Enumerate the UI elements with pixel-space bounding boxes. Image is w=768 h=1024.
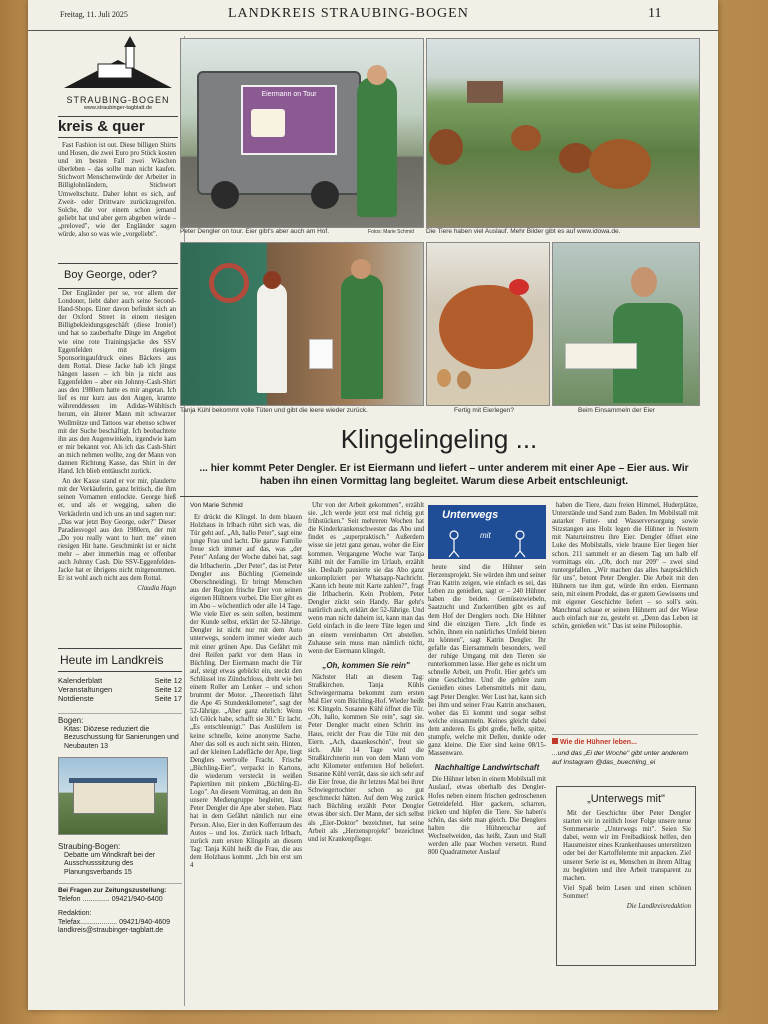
article-column-1 bbox=[190, 514, 302, 872]
paper-bag-icon bbox=[309, 339, 333, 369]
article-headline: Klingelingeling ... bbox=[340, 424, 538, 454]
article-column-4 bbox=[552, 502, 698, 634]
caption-3: Tanja Kühl bekommt volle Tüten und gibt die leere wieder zurück. bbox=[180, 407, 368, 414]
egg-icon bbox=[457, 371, 471, 389]
person-head bbox=[367, 65, 387, 85]
woman-head bbox=[263, 271, 281, 289]
article-column-3 bbox=[428, 564, 546, 859]
chicken-icon bbox=[429, 129, 463, 165]
kreis-quer-column-2 bbox=[58, 290, 176, 593]
article-text: Die Hühner leben in einem Mobilstall mit Auslauf, etwas oberhalb des Dengler-Hofes neben einem frischen gedroschenen Getreidefeld. Hier gackern, scharren, picken und hüpfen die Tiere. Sie haben's schön, das sieht man gleich. Die Denglers halten die Hühnerschar auf Wechselweiden, das heißt, Zaun und Stall werden alle paar Wochen versetzt. Rund 800 Quadratmeter Auslauf bbox=[428, 776, 547, 857]
unterwegs-mit-logo: Unterwegs mit bbox=[428, 505, 546, 559]
man-head bbox=[631, 267, 657, 297]
zustellung-info: Bei Fragen zur Zeitungszustellung: Telefon .............. 09421/940-6400 bbox=[58, 883, 182, 904]
page-header bbox=[28, 0, 718, 31]
unterwegs-box-title: „Unterwegs mit" bbox=[587, 793, 665, 805]
photo-ape-van bbox=[180, 38, 424, 228]
article-text: Uhr von der Arbeit gekommen", erzählt sie. „Ich werde jetzt erst mal richtig gut frühstücken." Seit mehreren Wochen hat die Kinderkrankenschwester das Abo und findet es „superpraktisch." Außerdem wisse sie jetzt ganz genau, woher die Eier kommen. Vergangene Woche war Tanja Kühl mit der Familie im Urlaub, erzählt sie. Deshalb pausierte sie das Abo ganz unkompliziert per Whatsapp-Nachricht. „Kann ich heute mit Karte zahlen?", fragt die Irlbacherin. Kein Problem, Peter Dengler zückt sein Handy. Bar geht's natürlich auch, erklärt der 52-Jährige. Und wenn man nicht daheim ist, kann man das Geld einfach in die leere Tüte legen und an einem vereinbarten Ort abstellen. Zuhause sein muss man nämlich nicht, wenn der Eiermann klingelt. bbox=[308, 502, 424, 655]
divider bbox=[58, 137, 178, 138]
social-text: ...und das „Ei der Woche" gibt unter anderem auf Instagram @das_buechling_ei bbox=[552, 750, 689, 766]
egg-icon bbox=[437, 369, 451, 387]
stick-figures-icon bbox=[428, 505, 546, 559]
kreis-quer-text-3: An der Kasse stand er vor mir, plauderte mit der Verkäuferin, ganz britisch, die ihm seinen Vornamen entlockte. George hieß er, und als er wegging, sahen die Verkäuferin und ich uns an und sagten nur: „Das war jetzt Boy George, oder?" Dieser Paradiesvogel aus den 1980ern, der mit „Do you really want to hurt me" einen riesigen Hit hatte. Geschminkt ist er nicht mehr – aber immerhin mag er offenbar auch Johnny Cash. Die SSV-Eggenfelden-Jacke hat er übrigens nicht mitgenommen. Er ist wohl auch nicht aus dem Rottal. bbox=[58, 478, 176, 583]
divider bbox=[58, 116, 178, 117]
article-column-2 bbox=[308, 502, 424, 846]
heute-entries bbox=[58, 676, 182, 703]
kreis-quer-author: Claudia Hagn bbox=[137, 585, 176, 593]
building-shape bbox=[73, 782, 155, 814]
caption-4: Fertig mit Eierlegen? bbox=[454, 407, 514, 414]
straubing-bogen-logo bbox=[58, 34, 178, 114]
caption-1: Peter Dengler on tour. Eier gibt's aber auch am Hof. bbox=[180, 228, 330, 235]
kreis-quer-subtitle: Boy George, oder? bbox=[64, 269, 157, 281]
photo-collecting-eggs bbox=[552, 242, 700, 406]
sb-teaser: Straubing-Bogen: Debatte um Windkraft bei der Ausschusssitzung des Planungsverbands 15 bbox=[58, 842, 156, 876]
issue-date: Freitag, 11. Juli 2025 bbox=[60, 10, 128, 19]
caption-2: Die Tiere haben viel Auslauf. Mehr Bilder gibt es auf www.idowa.de. bbox=[426, 228, 621, 235]
wheel-icon bbox=[311, 181, 339, 209]
article-text: Nächster Halt an diesem Tag: Straßkirchen. Tanja Kühls Schwiegermama bekommt zum ersten Mal Eier vom Büchling-Hof. Wieder heißt es: Klingeln. Susanne Kühl öffnet die Tür. „Oh, hallo, kommen Sie rein", sagt sie. Peter Dengler macht einen Schritt ins Haus, reicht der Frau die Tüte mit den Eiern. „Ach, daaankeschön", freut sie sich. Alle 14 Tage wird die Straßkirchnerin nun von dem Mann vom acht Kilometer entfernten Hof beliefert. Susanne Kühl verrät, dass sie sich sehr auf die Eier freue, die ihr letztes Mal bei ihrer Schwiegertochter schon so gut geschmeckt hätten. Auf dem Weg zurück nach Büchling erzählt Peter Dengler etwas über sich. Der Mann, der sich selbst als „Eier-Doktor" bezeichnet, hat seine Arbeit als „Herzensprojekt" bezeichnet und ist Krankenpfleger. bbox=[308, 673, 424, 843]
heute-im-landkreis-box bbox=[58, 648, 182, 1010]
van-sign: Eiermann on Tour bbox=[241, 85, 337, 155]
chicken-icon bbox=[511, 125, 541, 151]
woman-figure bbox=[257, 283, 287, 393]
heute-entry: Kalenderblatt Seite 12 bbox=[58, 676, 182, 685]
section-title: LANDKREIS STRAUBING-BOGEN bbox=[228, 6, 469, 21]
bullet-icon bbox=[552, 738, 558, 744]
photo-chickens bbox=[426, 38, 700, 228]
subtitle-box bbox=[58, 263, 178, 289]
logo-url: www.straubinger-tagblatt.de bbox=[83, 105, 153, 111]
kreis-quer-text-2: Der Engländer per se, vor allem der Londoner, liebt daher auch seine Second-Hand-Shops. Einer davon befindet sich an der Oxford Street in einem riesigen Billigbekleidungsgeschäft (diese Ironie!) und hat so zauberhafte Dinge im Angebot wie eine rote Trainingsjacke des SSV Eggenfelden mit riesigem Sponsoringaufdruck eines Bäckers aus dem Rottal. Diese Jacke hab ich jüngst hängen lassen – ich bin ja nicht aus Eggenfelden – aber ein Johnny-Cash-Shirt aus den 1980ern hatte es mir angetan. Ich lief es nur kurz aus den Augen, kramte währenddessen im Adidas-Wühltisch herum, ein älterer Mann mit schwarzer Wollmütze und Tattoos war ebenso schwer mit der Suche beschäftigt. Ich beobachtete ihn aus den Augenwinkeln, irgendwie kam er mir bekannt vor. Als ich das Cash-Shirt an mich nehmen wollte, zog der Mann von dannen Richtung Kasse, das Shirt in der Hand. Ich blieb enttäuscht zurück. bbox=[58, 290, 176, 476]
subhead: „Oh, kommen Sie rein" bbox=[322, 660, 410, 670]
article-text: haben die Tiere, dazu freien Himmel, Huderplätze, Unterstände und Sand zum Baden. Im Mobilstall mit autarker Futter- und Wasserversorgung sowie Sitzstangen aus Holz legen die Hühner in Nestern mit Naturteinstreu ihre Eier. Dengler öffnet eine Luke des Mobilstalls, viele braune Eier liegen hier schon. 211 sammelt er an diesem Tag um halb elf vormittags ein. „Ob, doch nur 209" – zwei sind runtergefallen. „Wir machen das alles hauptsächlich für uns", betont Peter Dengler. Die Arbeit mit den Hühnern tue ihm gut, würde ihn erden. Eiermann sein, mit einem Produkt, das er gutem Gewissens und mit eigener Geschichte liefert – so soll's sein. Manchmal schaue er seinen Hühnern auf der Wiese auch einfach nur zu, gesteht er. „Denn das Leben ist schön, genießen wir." Das ist seine Philosophie. bbox=[552, 502, 698, 631]
wheel-icon bbox=[211, 181, 239, 209]
chicken-icon bbox=[559, 143, 593, 173]
logo-name: STRAUBING-BOGEN bbox=[66, 95, 170, 105]
barn-shape bbox=[467, 81, 503, 103]
heute-entry: Veranstaltungen Seite 12 bbox=[58, 685, 182, 694]
unterwegs-box-text: Mit der Geschichte über Peter Dengler starten wir in zeitlich loser Folge unsere neue Sommerserie „Unterwegs mit". Seien Sie dabei, wenn wir im Freibadkiosk helfen, den Hausmeister eines Krankenhauses unterstützen oder bei der Kartoffelernte mit anpacken. Ziel unserer Serie ist es, Menschen in ihrem Alltag zu begleiten und ihre Arbeit transparent zu machen. Viel Spaß beim Lesen und einen schönen Sommer! Die Landkreisredaktion bbox=[563, 810, 691, 911]
egg-tray-icon bbox=[565, 343, 637, 369]
article-text: heute sind die Hühner sein Herzensprojekt. Sie würden ihm und seiner Frau Katrin zeigen, wie einfach es sei, das Leben zu genießen, sagt er – 240 Hühner haben die beiden. Gemüsezwiebeln, Saatzucht und Zuckerrüben gibt es auf dem Hof der Denglers noch. Die Hühner sind die einzigen Tiere. „Ich finde es schön, ihnen ein natürliches Umfeld bieten zu können", sagt Katrin Dengler. Ihr gefalle das Eiersammeln besonders, weil der ruhige Umgang mit den Tieren sie runterkommen lasse. Hier gehe es nicht um schnelle Arbeit, um Profit. Hier geht's um eine Geschichte. Und die gehöre zum Genießen eines Lebensmittels mit dazu, sagt Peter Dengler. Wer Lust hat, kann sich bei ihm und seiner Frau Katrin anschauen, woher das Ei kommt und sogar selbst welche einsammeln. Keines gleicht dabei dem anderen. Es gibt große, helle, spitze, stumpfe, welche mit Dellen, dunkle oder ganz kleine. Die Eier sind keine 08/15-Massenware. bbox=[428, 564, 546, 758]
heute-title: Heute im Landkreis bbox=[58, 648, 182, 672]
article-subheadline: ... hier kommt Peter Dengler. Er ist Eiermann und liefert – unter anderem mit einer Ape – Eier aus. Wir haben ihn einen Vormittag lang begleitet. Warum diese Arbeit entschleunigt. bbox=[199, 463, 689, 487]
man-figure bbox=[341, 275, 383, 399]
chicken-icon bbox=[589, 139, 651, 189]
kita-photo bbox=[58, 757, 168, 835]
social-box bbox=[552, 734, 698, 767]
hen-comb-icon bbox=[509, 279, 529, 295]
article-text: Er drückt die Klingel. In dem blauen Holzhaus in Irlbach rührt sich was, die Tür geht auf. „Ah, hallo Peter", sagt eine junge Frau und lacht. Die ganze Familie freue sich immer auf das, was „der Peter" Anfang der Woche dabei hat, sagt die Irlbacherin. „Der Peter", das ist Peter Dengler aus Büchling (Gemeinde Oberschneiding). Er bringt Menschen aus der Region frische Eier von seinen eigenen Hühnern vorbei. Die Eier gibt es im Abo – wöchentlich oder alle 14 Tage. Wie viele Eier es sein sollen, bestimmt der Kunde selbst, erklärt der 52-Jährige. Dengler ist nicht nur mit dem Auto unterwegs, sondern immer wieder auch mit einer grünen Ape. Das Gefährt mit drei Reifen parkt vor dem Haus in Büchling. Der Eiermann macht die Tür auf, steigt etwas gebückt ein, steckt den Schlüssel ins Zündschloss, dreht wie bei einem Roller am Lenker – und schon brummt der Motor. „Theoretisch fährt die Ape 45 Stundenkilometer", sagt der 52-Jährige. „Aber ganz ehrlich: Wenn ich Glück habe, schafft sie 30." Er lacht. „Es entschleunigt." Das Auslüfern ist keine schnelle, keine anonyme Sache. Aber das soll es auch nicht sein. Hinten, auf der kleinen Ladefläche der Ape, liegt Denglers wertvolle Fracht. Frische „Büchling-Eier", verpackt in Kartons, die wiederum versteckt in weißen Papiertüten mit pinkem „Büchling-Ei-Logo". An diesem Vormittag, an dem ihn unsere Mediengruppe begleitet, lässt Peter Dengler die Ape aber stehen. Platz hat in dem Gefährt nämlich nur eine Person. Also, Eier in den Kofferraum des Autos – und los. Zurück nach Irlbach, zurück zum ersten Klingeln an diesem Tag: Tanja Kühl heißt die Frau, die aus dem Holzhaus kommt. „Ich bin erst um 4 bbox=[190, 514, 302, 870]
photo-hen-nest bbox=[426, 242, 550, 406]
kreis-quer-title: kreis & quer bbox=[58, 118, 145, 135]
person-green-shirt bbox=[357, 77, 397, 217]
hen-icon bbox=[439, 285, 533, 369]
wreath-icon bbox=[209, 263, 249, 303]
kreis-quer-column bbox=[58, 142, 176, 241]
divider bbox=[180, 496, 698, 497]
unterwegs-info-box bbox=[556, 786, 696, 966]
roof-shape bbox=[69, 778, 157, 783]
social-title: Wie die Hühner leben... bbox=[552, 734, 698, 746]
heute-entry: Notdienste Seite 17 bbox=[58, 694, 182, 703]
photo-credit: Fotos: Marie Schmid bbox=[368, 229, 414, 235]
photo-tanja-kuehl bbox=[180, 242, 424, 406]
article-byline: Von Marie Schmid bbox=[190, 502, 243, 509]
newspaper-page bbox=[28, 0, 718, 1010]
kreis-quer-text: Fast Fashion ist out. Diese billigen Shirts und Hosen, die zwei Euro pro Stück kosten und im besten Fall zwei Wäschen überleben – das sollte man nicht kaufen. Stichwort Menschenwürde der Arbeiter in Billiglohnländern, Stichwort Umweltschutz. Daher lohnt es sich, auf Zweit- oder Drittware zurückzugreifen. Solche, die vor einem schon jemand geliebt hat und aber gern abgeben würde – „preloved", wie der Engländer sagen würde, also so was wie „vorgeliebt". bbox=[58, 142, 176, 239]
egg-box-icon bbox=[251, 109, 285, 137]
caption-5: Beim Einsammeln der Eier bbox=[578, 407, 655, 414]
redaktion-info: Redaktion: Telefax................... 09421/940-4609 landkreis@straubinger-tagblatt.de bbox=[58, 910, 171, 934]
church-logo-icon bbox=[58, 34, 178, 90]
man-head bbox=[351, 259, 371, 279]
page-number: 11 bbox=[648, 6, 662, 21]
bogen-teaser: Bogen: Kitas: Diözese reduziert die Bezuschussung für Sanierungen und Neubauten 13 bbox=[58, 713, 182, 751]
subhead: Nachhaltige Landwirtschaft bbox=[434, 763, 540, 773]
